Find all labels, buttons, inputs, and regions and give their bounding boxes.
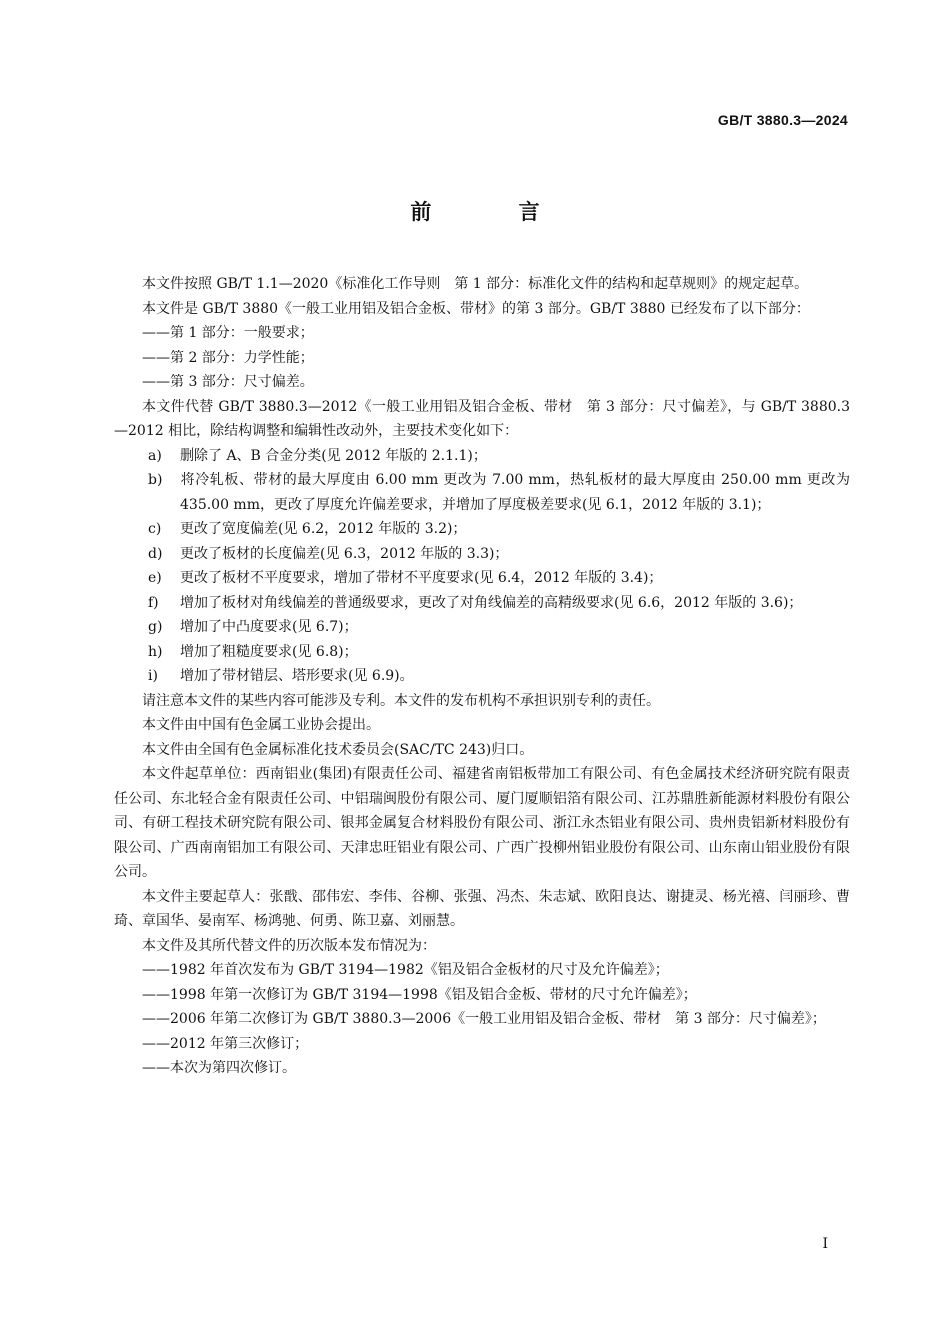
history-item: ——本次为第四次修订。: [142, 1060, 296, 1076]
history-item: ——1998 年第一次修订为 GB/T 3194—1998《铝及铝合金板、带材的尺寸允许偏差》；: [142, 986, 697, 1003]
paragraph: 本文件由中国有色金属工业协会提出。: [142, 717, 380, 733]
history-item: ——1982 年首次发布为 GB/T 3194—1982《铝及铝合金板材的尺寸及允许偏差》；: [142, 962, 669, 978]
change-item: [114, 517, 850, 542]
change-item: [114, 640, 850, 665]
change-item: [114, 615, 850, 640]
item-text: 增加了板材对角线偏差的普通级要求，更改了对角线偏差的高精级要求(见 6.6，2012 年版的 3.6)；: [180, 594, 803, 611]
paragraph: 本文件由全国有色金属标准化技术委员会(SAC/TC 243)归口。: [142, 741, 534, 758]
paragraph: 本文件代替 GB/T 3880.3—2012《一般工业用铝及铝合金板、带材 第 3 部分：尺寸偏差》，与 GB/T 3880.3—2012 相比，除结构调整和编辑性改动外，主要技术变化如下：: [114, 398, 850, 439]
item-label: c): [148, 521, 162, 537]
item-text: 增加了带材错层、塔形要求(见 6.9)。: [180, 668, 414, 684]
paragraph: 本文件主要起草人：张戬、邵伟宏、李伟、谷柳、张强、冯杰、朱志斌、欧阳良达、谢捷灵、杨光禧、闫丽珍、曹琦、章国华、晏南军、杨鸿驰、何勇、陈卫嘉、刘丽慧。: [114, 888, 850, 929]
change-item: [114, 542, 850, 567]
item-label: g): [148, 619, 163, 635]
change-item: [114, 444, 850, 469]
change-item: [114, 566, 850, 591]
item-label: d): [148, 545, 163, 562]
change-item: [114, 664, 850, 689]
page-number: I: [822, 1236, 828, 1252]
paragraph: 本文件起草单位：西南铝业(集团)有限责任公司、福建省南铝板带加工有限公司、有色金属技术经济研究院有限责任公司、东北轻合金有限责任公司、中铝瑞闽股份有限公司、厦门厦顺铝箔有限公司、江苏鼎胜新能源材料股份有限公司、有研工程技术研究院有限公司、银邦金属复合材料股份有限公司、浙江永杰铝业有限公司、贵州贵铝新材料股份有限公司、广西南南铝加工有限公司、天津忠旺铝业有限公司、广西广投柳州铝业股份有限公司、山东南山铝业股份有限公司。: [114, 766, 850, 880]
item-text: 更改了宽度偏差(见 6.2，2012 年版的 3.2)；: [180, 521, 467, 537]
change-item: [114, 591, 850, 616]
item-text: 将冷轧板、带材的最大厚度由 6.00 mm 更改为 7.00 mm，热轧板材的最大厚度由 250.00 mm 更改为 435.00 mm，更改了厚度允许偏差要求，并增加了厚度极差要求(见 6.1，2012 年版的 3.1)；: [180, 472, 850, 513]
item-text: 增加了中凸度要求(见 6.7)；: [180, 619, 358, 635]
paragraph: 本文件按照 GB/T 1.1—2020《标准化工作导则 第 1 部分：标准化文件的结构和起草规则》的规定起草。: [142, 276, 809, 292]
item-label: b): [148, 472, 163, 488]
item-label: f): [148, 594, 159, 611]
paragraph: 请注意本文件的某些内容可能涉及专利。本文件的发布机构不承担识别专利的责任。: [142, 692, 660, 709]
item-label: i): [148, 668, 158, 684]
history-item: ——2012 年第三次修订；: [142, 1035, 309, 1052]
list-item: ——第 2 部分：力学性能；: [142, 349, 314, 366]
item-text: 增加了粗糙度要求(见 6.8)；: [180, 643, 358, 660]
item-text: 更改了板材的长度偏差(见 6.3，2012 年版的 3.3)；: [180, 545, 509, 562]
page-title: 前 言: [410, 200, 580, 224]
list-item: ——第 3 部分：尺寸偏差。: [142, 374, 314, 390]
item-label: a): [148, 447, 162, 464]
standard-code: GB/T 3880.3—2024: [717, 112, 848, 128]
paragraph: 本文件是 GB/T 3880《一般工业用铝及铝合金板、带材》的第 3 部分。GB/T 3880 已经发布了以下部分：: [142, 300, 810, 317]
list-item: ——第 1 部分：一般要求；: [142, 325, 314, 341]
change-item: [114, 468, 850, 517]
item-label: h): [148, 643, 163, 660]
document-body: [114, 272, 850, 1081]
item-text: 更改了板材不平度要求，增加了带材不平度要求(见 6.4，2012 年版的 3.4)；: [180, 570, 663, 586]
history-item: ——2006 年第二次修订为 GB/T 3880.3—2006《一般工业用铝及铝合金板、带材 第 3 部分：尺寸偏差》；: [142, 1011, 826, 1027]
item-label: e): [148, 570, 162, 586]
paragraph: 本文件及其所代替文件的历次版本发布情况为：: [142, 937, 436, 954]
item-text: 删除了 A、B 合金分类(见 2012 年版的 2.1.1)；: [180, 447, 487, 464]
